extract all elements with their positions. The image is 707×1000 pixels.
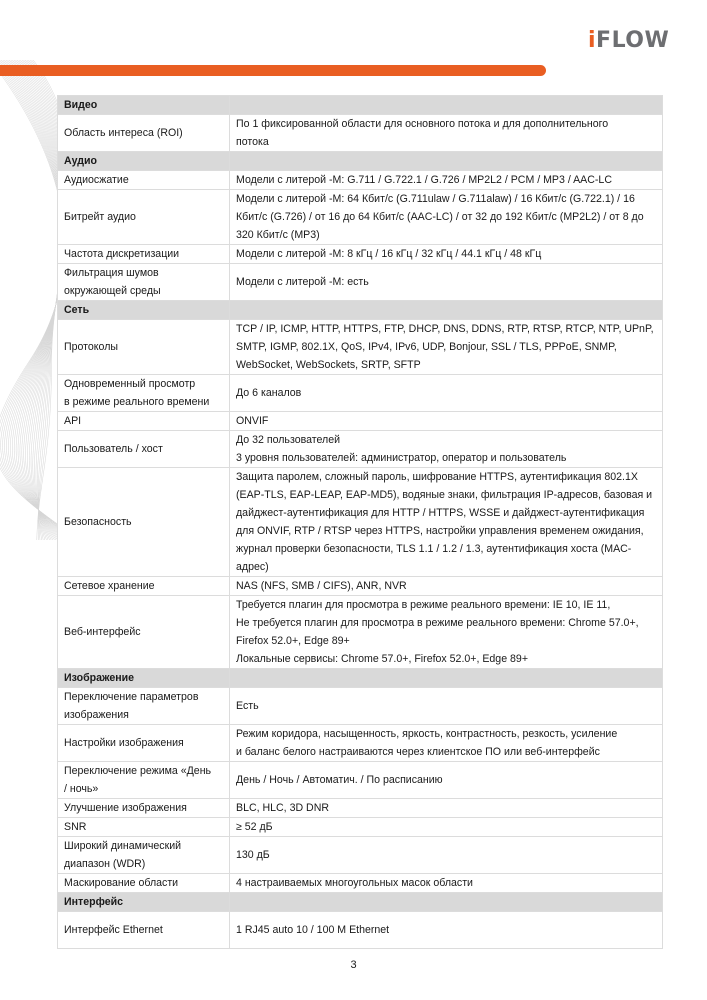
spec-row	[58, 762, 663, 799]
spec-key	[58, 688, 230, 725]
spec-table	[57, 95, 663, 949]
spec-value-line: Режим коридора, насыщенность, яркость, контрастность, резкость, усиление	[236, 728, 618, 740]
spec-value-line: BLC, HLC, 3D DNR	[236, 802, 330, 814]
spec-value-line: Защита паролем, сложный пароль, шифрование HTTPS, аутентификация 802.1X	[236, 471, 638, 483]
spec-key-line: Интерфейс Ethernet	[64, 924, 163, 936]
spec-value-line: WebSocket, WebSockets, SRTP, SFTP	[236, 359, 421, 371]
spec-row	[58, 837, 663, 874]
page-number: 3	[350, 959, 357, 971]
spec-key-line: Широкий динамический	[64, 840, 182, 852]
spec-key	[58, 837, 230, 874]
spec-key-line: Безопасность	[64, 516, 132, 528]
spec-key	[58, 245, 230, 264]
spec-value	[230, 115, 663, 152]
spec-value-line: адрес)	[236, 561, 269, 573]
spec-key	[58, 320, 230, 375]
spec-key-line: диапазон (WDR)	[64, 858, 146, 870]
spec-key-line: Частота дискретизации	[64, 248, 180, 260]
spec-key-line: Битрейт аудио	[64, 211, 136, 223]
spec-key	[58, 577, 230, 596]
section-header-row	[58, 669, 663, 688]
spec-value-line: До 6 каналов	[236, 387, 302, 399]
header-accent-bar	[0, 65, 546, 76]
spec-row	[58, 264, 663, 301]
spec-key-line: изображения	[64, 709, 129, 721]
spec-value-line: Есть	[236, 700, 259, 712]
spec-key-line: Веб-интерфейс	[64, 626, 141, 638]
spec-value	[230, 320, 663, 375]
spec-value-line: для ONVIF, RTP / RTSP через HTTPS, настройки управления временем ожидания,	[236, 525, 644, 537]
spec-value-line: TCP / IP, ICMP, HTTP, HTTPS, FTP, DHCP, DNS, DDNS, RTP, RTSP, RTCP, NTP, UPnP,	[236, 323, 654, 335]
spec-row	[58, 375, 663, 412]
spec-value-line: ONVIF	[236, 415, 269, 427]
spec-value	[230, 577, 663, 596]
section-header-row	[58, 96, 663, 115]
spec-key-line: Переключение параметров	[64, 691, 199, 703]
spec-key-line: Сетевое хранение	[64, 580, 155, 592]
spec-key	[58, 375, 230, 412]
logo-mark: i	[588, 28, 597, 53]
spec-value-line: Firefox 52.0+, Edge 89+	[236, 635, 350, 647]
spec-row	[58, 688, 663, 725]
spec-row	[58, 431, 663, 468]
spec-value-line: журнал проверки безопасности, TLS 1.1 / 1.2 / 1.3, аутентификация хоста (MAC-	[236, 543, 632, 555]
spec-value	[230, 912, 663, 949]
flow-logo	[588, 30, 669, 52]
spec-value-line: Не требуется плагин для просмотра в режиме реального времени: Chrome 57.0+,	[236, 617, 639, 629]
spec-value	[230, 874, 663, 893]
spec-key	[58, 431, 230, 468]
spec-value-line: 320 Кбит/с (MP3)	[236, 229, 320, 241]
spec-row	[58, 245, 663, 264]
section-title: Изображение	[58, 669, 230, 688]
section-header-filler	[230, 301, 663, 320]
spec-row	[58, 412, 663, 431]
spec-value-line: 4 настраиваемых многоугольных масок области	[236, 877, 473, 889]
spec-value-line: 1 RJ45 auto 10 / 100 M Ethernet	[236, 924, 390, 936]
spec-key-line: Аудиосжатие	[64, 174, 129, 186]
section-title: Интерфейс	[58, 893, 230, 912]
spec-key	[58, 412, 230, 431]
spec-key	[58, 874, 230, 893]
spec-value-line: (EAP-TLS, EAP-LEAP, EAP-MD5), водяные знаки, фильтрация IP-адресов, базовая и	[236, 489, 653, 501]
spec-value	[230, 375, 663, 412]
spec-key	[58, 799, 230, 818]
spec-key-line: Переключение режима «День	[64, 765, 212, 777]
spec-row	[58, 596, 663, 669]
spec-key	[58, 596, 230, 669]
spec-value-line: Локальные сервисы: Chrome 57.0+, Firefox 52.0+, Edge 89+	[236, 653, 529, 665]
spec-row	[58, 912, 663, 949]
spec-key-line: / ночь»	[64, 783, 99, 795]
spec-key-line: в режиме реального времени	[64, 396, 210, 408]
spec-value	[230, 725, 663, 762]
spec-key	[58, 190, 230, 245]
spec-value-line: NAS (NFS, SMB / CIFS), ANR, NVR	[236, 580, 407, 592]
spec-value	[230, 799, 663, 818]
section-header-row	[58, 152, 663, 171]
spec-value	[230, 468, 663, 577]
spec-value-line: День / Ночь / Автоматич. / По расписанию	[236, 774, 443, 786]
spec-key-line: Фильтрация шумов	[64, 267, 159, 279]
section-title: Аудио	[58, 152, 230, 171]
spec-key	[58, 171, 230, 190]
spec-key-line: API	[64, 415, 82, 427]
logo-text: FLOW	[596, 28, 670, 53]
section-header-filler	[230, 96, 663, 115]
spec-key-line: окружающей среды	[64, 285, 161, 297]
spec-value-line: До 32 пользователей	[236, 434, 341, 446]
spec-row	[58, 577, 663, 596]
spec-value	[230, 688, 663, 725]
spec-row	[58, 725, 663, 762]
spec-value-line: потока	[236, 136, 269, 148]
spec-key-line: Пользователь / хост	[64, 443, 163, 455]
spec-value-line: Модели с литерой -M: есть	[236, 276, 369, 288]
spec-value-line: По 1 фиксированной области для основного потока и для дополнительного	[236, 118, 609, 130]
spec-value-line: 130 дБ	[236, 849, 270, 861]
spec-key	[58, 762, 230, 799]
spec-key	[58, 264, 230, 301]
spec-value	[230, 171, 663, 190]
spec-key-line: Протоколы	[64, 341, 118, 353]
spec-value-line: 3 уровня пользователей: администратор, оператор и пользователь	[236, 452, 567, 464]
spec-key	[58, 115, 230, 152]
section-header-filler	[230, 893, 663, 912]
section-header-filler	[230, 669, 663, 688]
spec-row	[58, 171, 663, 190]
spec-key	[58, 912, 230, 949]
spec-value-line: и баланс белого настраиваются через клиентское ПО или веб-интерфейс	[236, 746, 600, 758]
spec-value-line: дайджест-аутентификация для HTTP / HTTPS, WSSE и дайджест-аутентификация	[236, 507, 645, 519]
spec-value	[230, 412, 663, 431]
spec-value	[230, 762, 663, 799]
spec-value	[230, 431, 663, 468]
section-title: Видео	[58, 96, 230, 115]
spec-value	[230, 596, 663, 669]
spec-row	[58, 818, 663, 837]
spec-value-line: Модели с литерой -M: G.711 / G.722.1 / G.726 / MP2L2 / PCM / MP3 / AAC-LC	[236, 174, 612, 186]
section-header-row	[58, 301, 663, 320]
section-title: Сеть	[58, 301, 230, 320]
spec-value	[230, 245, 663, 264]
spec-key-line: Улучшение изображения	[64, 802, 187, 814]
spec-value-line: Требуется плагин для просмотра в режиме реального времени: IE 10, IE 11,	[236, 599, 611, 611]
spec-key	[58, 468, 230, 577]
spec-key-line: Одновременный просмотр	[64, 378, 196, 390]
spec-value	[230, 818, 663, 837]
spec-value-line: SMTP, IGMP, 802.1X, QoS, IPv4, IPv6, UDP, Bonjour, SSL / TLS, PPPoE, SNMP,	[236, 341, 617, 353]
spec-value-line: Модели с литерой -M: 8 кГц / 16 кГц / 32 кГц / 44.1 кГц / 48 кГц	[236, 248, 542, 260]
spec-value	[230, 837, 663, 874]
spec-key-line: Настройки изображения	[64, 737, 184, 749]
spec-value-line: ≥ 52 дБ	[236, 821, 273, 833]
spec-key-line: SNR	[64, 821, 87, 833]
spec-row	[58, 799, 663, 818]
spec-key-line: Область интереса (ROI)	[64, 127, 183, 139]
spec-row	[58, 874, 663, 893]
spec-value-line: Кбит/с (G.726) / от 16 до 64 Кбит/с (AAC-LC) / от 32 до 192 Кбит/с (MP2L2) / от 8 до	[236, 211, 644, 223]
spec-key	[58, 818, 230, 837]
spec-value-line: Модели с литерой -M: 64 Кбит/с (G.711ulaw / G.711alaw) / 16 Кбит/с (G.722.1) / 16	[236, 193, 635, 205]
spec-key	[58, 725, 230, 762]
spec-row	[58, 190, 663, 245]
spec-row	[58, 468, 663, 577]
spec-value	[230, 264, 663, 301]
spec-row	[58, 115, 663, 152]
spec-row	[58, 320, 663, 375]
spec-key-line: Маскирование области	[64, 877, 179, 889]
section-header-filler	[230, 152, 663, 171]
section-header-row	[58, 893, 663, 912]
spec-value	[230, 190, 663, 245]
